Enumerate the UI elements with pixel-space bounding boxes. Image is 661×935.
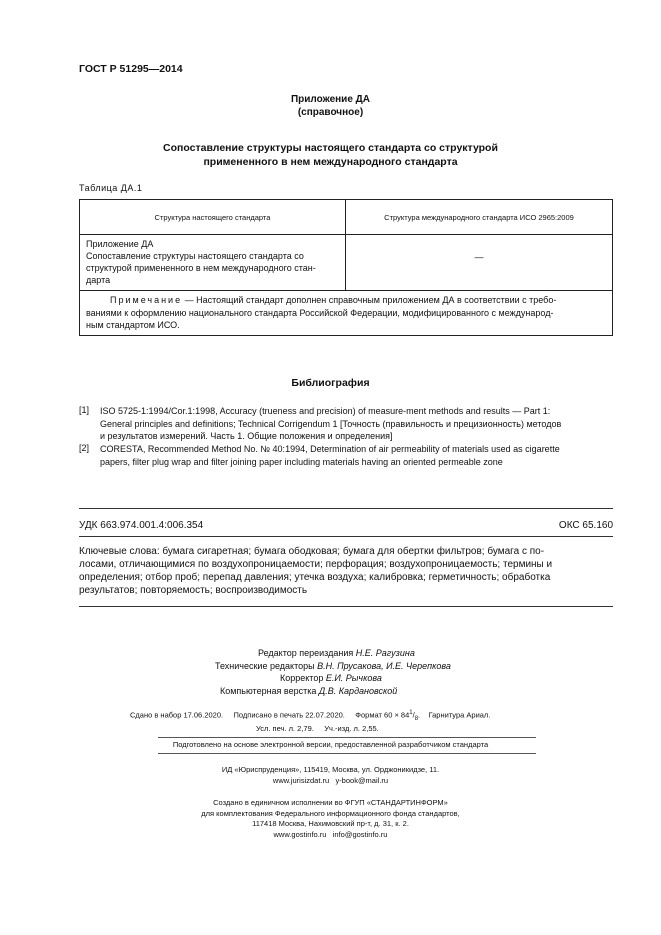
- divider: [158, 737, 536, 738]
- producer-line: для комплектования Федерального информационного фонда стандартов,: [201, 808, 460, 818]
- divider: [79, 536, 613, 537]
- table-cell-line: Сопоставление структуры настоящего стандарта со: [86, 251, 304, 261]
- credit-name: Д.В. Кардановской: [318, 685, 398, 696]
- comparison-table: [79, 199, 613, 336]
- credit-role: Корректор: [280, 673, 324, 683]
- table-cell: —: [474, 252, 484, 262]
- keywords-line: лосами, отличающимися по воздухопроницаемости; перфорация; воздухопроницаемость; термины и: [79, 559, 553, 570]
- publisher-line: ИД «Юриспруденция», 115419, Москва, ул. Орджоникидзе, 11.: [221, 765, 440, 774]
- table-cell-line: Приложение ДА: [86, 239, 154, 249]
- appendix-title: Приложение ДА: [290, 94, 371, 105]
- standard-code: ГОСТ Р 51295—2014: [79, 63, 183, 75]
- credit-name: Н.Е. Рагузина: [355, 648, 415, 658]
- note-line: — Настоящий стандарт дополнен справочным приложением ДА в соответствии с требо-: [182, 295, 557, 305]
- table-note-divider: [80, 290, 612, 291]
- table-header-divider: [80, 234, 612, 235]
- bib-entry-line: ISO 5725-1:1994/Cor.1:1998, Accuracy (trueness and precision) of measure-ment methods and results — Part 1:: [100, 406, 551, 416]
- keywords-line: Ключевые слова: бумага сигаретная; бумага ободковая; бумага для обертки фильтров; бумага с по-: [79, 546, 545, 557]
- oks-code: ОКС 65.160: [558, 520, 613, 531]
- keywords: [79, 545, 613, 597]
- appendix-heading: [0, 93, 661, 119]
- credit-name: Е.И. Рычкова: [325, 673, 382, 683]
- credit-line: [0, 672, 661, 685]
- print-sheets-value: Усл. печ. л. 2,79.: [256, 724, 314, 733]
- producer-line: 117418 Москва, Нахимовский пр-т, д. 31, к. 2.: [252, 819, 409, 828]
- divider: [79, 508, 613, 509]
- note-label: Примечание: [110, 295, 183, 305]
- producer-info: [0, 798, 661, 840]
- publisher-contacts: [0, 776, 661, 787]
- bib-entry-line: papers, filter plug wrap and filter joining paper including materials having an oriented permeable zone: [100, 456, 503, 467]
- table-note: [86, 294, 606, 332]
- note-line: ным стандартом ИСО.: [86, 320, 180, 330]
- bibliography-title: Библиография: [291, 377, 370, 389]
- credit-role: Редактор переиздания: [258, 648, 354, 658]
- table-caption: Таблица ДА.1: [79, 183, 143, 193]
- print-signed: Подписано в печать 22.07.2020.: [233, 710, 345, 720]
- table-header-cell: Структура международного стандарта ИСО 2965:2009: [384, 212, 574, 222]
- bib-entry-line: General principles and definitions; Technical Corrigendum 1 [Точность (правильность и прецизионность) методов: [100, 418, 562, 429]
- credit-role: Технические редакторы: [215, 660, 315, 671]
- publisher-email[interactable]: y-book@mail.ru: [335, 775, 389, 785]
- producer-site[interactable]: www.gostinfo.ru: [273, 829, 327, 839]
- udk-code: УДК 663.974.001.4:006.354: [79, 520, 204, 531]
- publisher-site[interactable]: www.jurisizdat.ru: [272, 775, 330, 785]
- credit-name: В.Н. Прусакова, И.Е. Черепкова: [317, 660, 451, 671]
- document-title-line: примененного в нем международного стандарта: [203, 155, 458, 168]
- credit-role: Компьютерная верстка: [220, 685, 317, 696]
- credit-line: [0, 685, 661, 698]
- bib-entry-line: и результатов измерений. Часть 1. Общие положения и определения]: [100, 431, 393, 441]
- keywords-line: определения; отбор проб; перепад давления; утечка воздуха; калибровка; герметичность; обработка: [79, 572, 551, 583]
- credit-line: [0, 647, 661, 660]
- print-info: Сдано в набор 17.06.2020. Подписано в печать 22.07.2020. Формат $60 \times 84^1/_8$. Гарнитура Ариал.: [130, 710, 491, 722]
- bib-entry-number: [1]: [79, 405, 90, 415]
- note-line: ваниями к оформлению национального стандарта Российской Федерации, модифицированного с международ-: [86, 307, 554, 318]
- table-cell-line: дарта: [86, 275, 111, 285]
- print-typeset: Сдано в набор 17.06.2020.: [130, 710, 224, 720]
- print-typeface: Гарнитура Ариал.: [428, 710, 491, 720]
- producer-line: Создано в единичном исполнении во ФГУП «СТАНДАРТИНФОРМ»: [213, 798, 448, 807]
- bib-entry-line: CORESTA, Recommended Method No. № 40:1994, Determination of air permeability of materials used as cigarette: [100, 444, 560, 454]
- bib-entry: [100, 405, 615, 443]
- print-format-num: 1: [409, 710, 413, 716]
- publisher-info: [0, 765, 661, 786]
- divider: [79, 606, 613, 607]
- bib-entry-number: [2]: [79, 443, 90, 453]
- producer-email[interactable]: info@gostinfo.ru: [332, 829, 388, 839]
- print-format-den: 8: [414, 716, 419, 722]
- print-pub-sheets-value: Уч.-изд. л. 2,55.: [324, 724, 379, 733]
- document-title: [0, 142, 661, 169]
- prepared-note: Подготовлено на основе электронной версии, предоставленной разработчиком стандарта: [172, 740, 489, 749]
- bib-entry: [100, 443, 615, 468]
- document-title-line: Сопоставление структуры настоящего стандарта со структурой: [163, 142, 498, 154]
- table-cell-line: структурой примененного в нем международного стан-: [86, 263, 316, 273]
- print-sheets: [256, 724, 379, 733]
- credits: [0, 647, 661, 697]
- appendix-subtitle: (справочное): [297, 107, 364, 118]
- table-cell: [86, 238, 340, 286]
- producer-contacts: [0, 830, 661, 841]
- table-header-cell: Структура настоящего стандарта: [154, 212, 271, 222]
- keywords-line: результатов; повторяемость; воспроизводимость: [79, 585, 308, 596]
- credit-line: [0, 660, 661, 673]
- divider: [158, 753, 536, 754]
- print-format: Формат 60 × 84: [355, 710, 410, 720]
